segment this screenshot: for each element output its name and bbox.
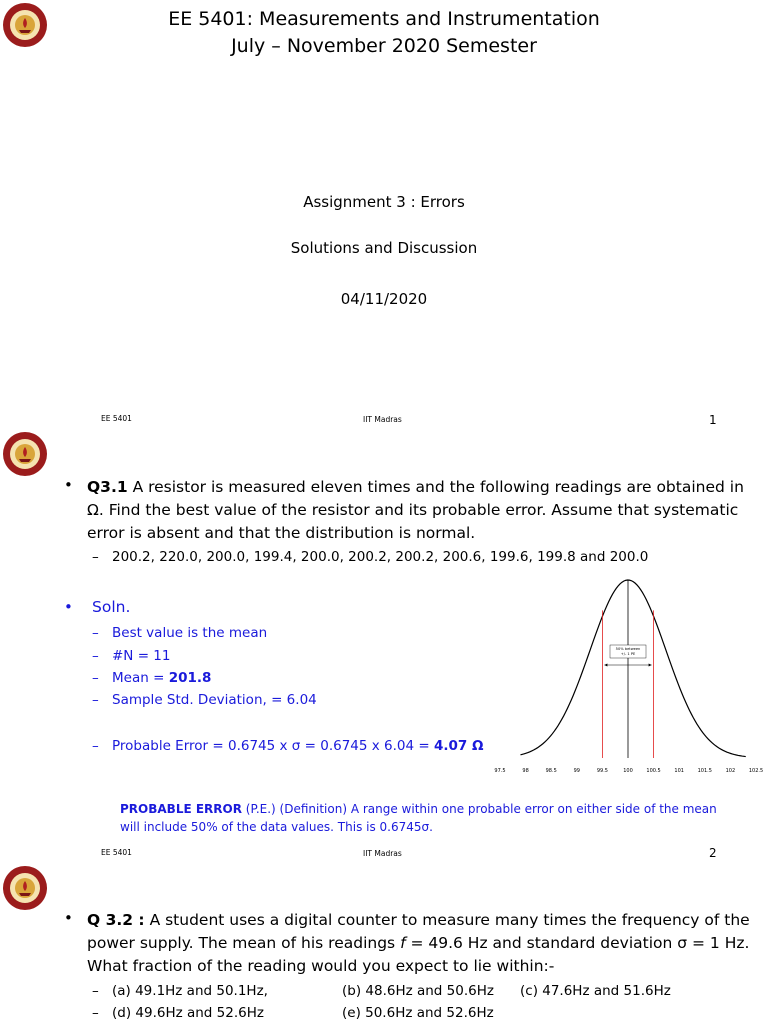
x-tick-label: 102 — [725, 768, 736, 774]
readings-item: – 200.2, 220.0, 200.0, 199.4, 200.0, 200.2, 200.2, 200.6, 199.6, 199.8 and 200.0 — [92, 549, 649, 565]
iit-madras-seal-icon — [2, 431, 48, 477]
question-label: Q3.1 — [87, 478, 128, 496]
option-d: – (d) 49.6Hz and 52.6Hz — [92, 1005, 264, 1021]
soln-pe-text: Probable Error = 0.6745 x σ = 0.6745 x 6.04 = — [112, 738, 434, 754]
arrow-head-right — [649, 664, 652, 667]
question-text: A student uses a digital counter to measure many times the frequency of the — [144, 911, 750, 929]
page-number: 2 — [709, 846, 717, 860]
x-tick-label: 97.5 — [494, 768, 506, 774]
soln-best-text: Best value is the mean — [112, 625, 268, 641]
x-tick-label: 98 — [522, 768, 529, 774]
question-3-2-line3: What fraction of the reading would you expect to lie within:- — [87, 957, 555, 975]
x-tick-label: 100 — [623, 768, 633, 774]
option-e: (e) 50.6Hz and 52.6Hz — [342, 1005, 494, 1021]
annotation-line1: 50% between — [615, 647, 641, 651]
soln-pe-value: 4.07 Ω — [434, 738, 484, 754]
bullet-icon: • — [64, 909, 73, 927]
slide-date: 04/11/2020 — [340, 290, 428, 308]
footer-course: EE 5401 — [101, 414, 132, 423]
question-3-2-line1 — [87, 909, 750, 932]
arrow-head-left — [604, 664, 607, 667]
question-text: power supply. The mean of his readings — [87, 934, 401, 952]
soln-mean-text: Mean = — [112, 670, 169, 686]
soln-probable-error: – Probable Error = 0.6745 x σ = 0.6745 x 6.04 = 4.07 Ω — [92, 738, 484, 754]
solutions-subtitle: Solutions and Discussion — [290, 239, 478, 257]
definition-note-line2: will include 50% of the data values. This is 0.6745σ. — [120, 820, 433, 834]
option-a: – (a) 49.1Hz and 50.1Hz, — [92, 983, 268, 999]
definition-note-line1 — [120, 802, 717, 816]
page-number: 1 — [709, 413, 717, 427]
question-label: Q 3.2 : — [87, 911, 145, 929]
frequency-symbol: f — [400, 934, 406, 952]
option-c: (c) 47.6Hz and 51.6Hz — [520, 983, 671, 999]
bullet-icon: • — [64, 598, 73, 616]
x-tick-label: 102.5 — [748, 768, 764, 774]
solution-label: Soln. — [92, 598, 131, 616]
soln-count-text: #N = 11 — [112, 648, 171, 664]
soln-std: – Sample Std. Deviation, = 6.04 — [92, 692, 317, 708]
x-tick-label: 101.5 — [697, 768, 712, 774]
question-3-1-line2: Ω. Find the best value of the resistor and its probable error. Assume that systematic — [87, 501, 739, 519]
x-tick-label: 100.5 — [646, 768, 661, 774]
question-3-1-line3: error is absent and that the distribution is normal. — [87, 524, 476, 542]
question-3-2-line2 — [87, 932, 749, 955]
question-text: A resistor is measured eleven times and the following readings are obtained in — [127, 478, 744, 496]
normal-distribution-chart — [490, 572, 765, 777]
x-tick-label: 98.5 — [545, 768, 557, 774]
x-tick-label: 99 — [573, 768, 580, 774]
readings-text: 200.2, 220.0, 200.0, 199.4, 200.0, 200.2, 200.2, 200.6, 199.6, 199.8 and 200.0 — [112, 549, 649, 565]
x-tick-label: 101 — [674, 768, 684, 774]
definition-text: (P.E.) (Definition) A range within one probable error on either side of the mean — [241, 802, 717, 816]
assignment-subtitle: Assignment 3 : Errors — [303, 193, 465, 211]
distribution-curve — [520, 580, 745, 757]
iit-madras-seal-icon — [2, 865, 48, 911]
annotation-line2: +/- 1 PE — [620, 652, 636, 656]
option-b: (b) 48.6Hz and 50.6Hz — [342, 983, 494, 999]
footer-course: EE 5401 — [101, 848, 132, 857]
footer-institute: IIT Madras — [363, 415, 402, 424]
course-title: EE 5401: Measurements and Instrumentation — [168, 8, 600, 30]
option-d-text: (d) 49.6Hz and 52.6Hz — [112, 1005, 264, 1021]
question-3-1-line1 — [87, 476, 744, 499]
option-a-text: (a) 49.1Hz and 50.1Hz, — [112, 983, 268, 999]
semester-title: July – November 2020 Semester — [231, 35, 537, 57]
soln-count: – #N = 11 — [92, 648, 171, 664]
footer-institute: IIT Madras — [363, 849, 402, 858]
bullet-icon: • — [64, 476, 73, 494]
x-tick-label: 99.5 — [596, 768, 608, 774]
question-text: = 49.6 Hz and standard deviation σ = 1 Hz. — [405, 934, 750, 952]
soln-best-value: – Best value is the mean — [92, 625, 268, 641]
definition-label: PROBABLE ERROR — [120, 802, 242, 816]
soln-mean: – Mean = 201.8 — [92, 670, 212, 686]
soln-std-text: Sample Std. Deviation, = 6.04 — [112, 692, 317, 708]
soln-mean-value: 201.8 — [168, 670, 212, 686]
